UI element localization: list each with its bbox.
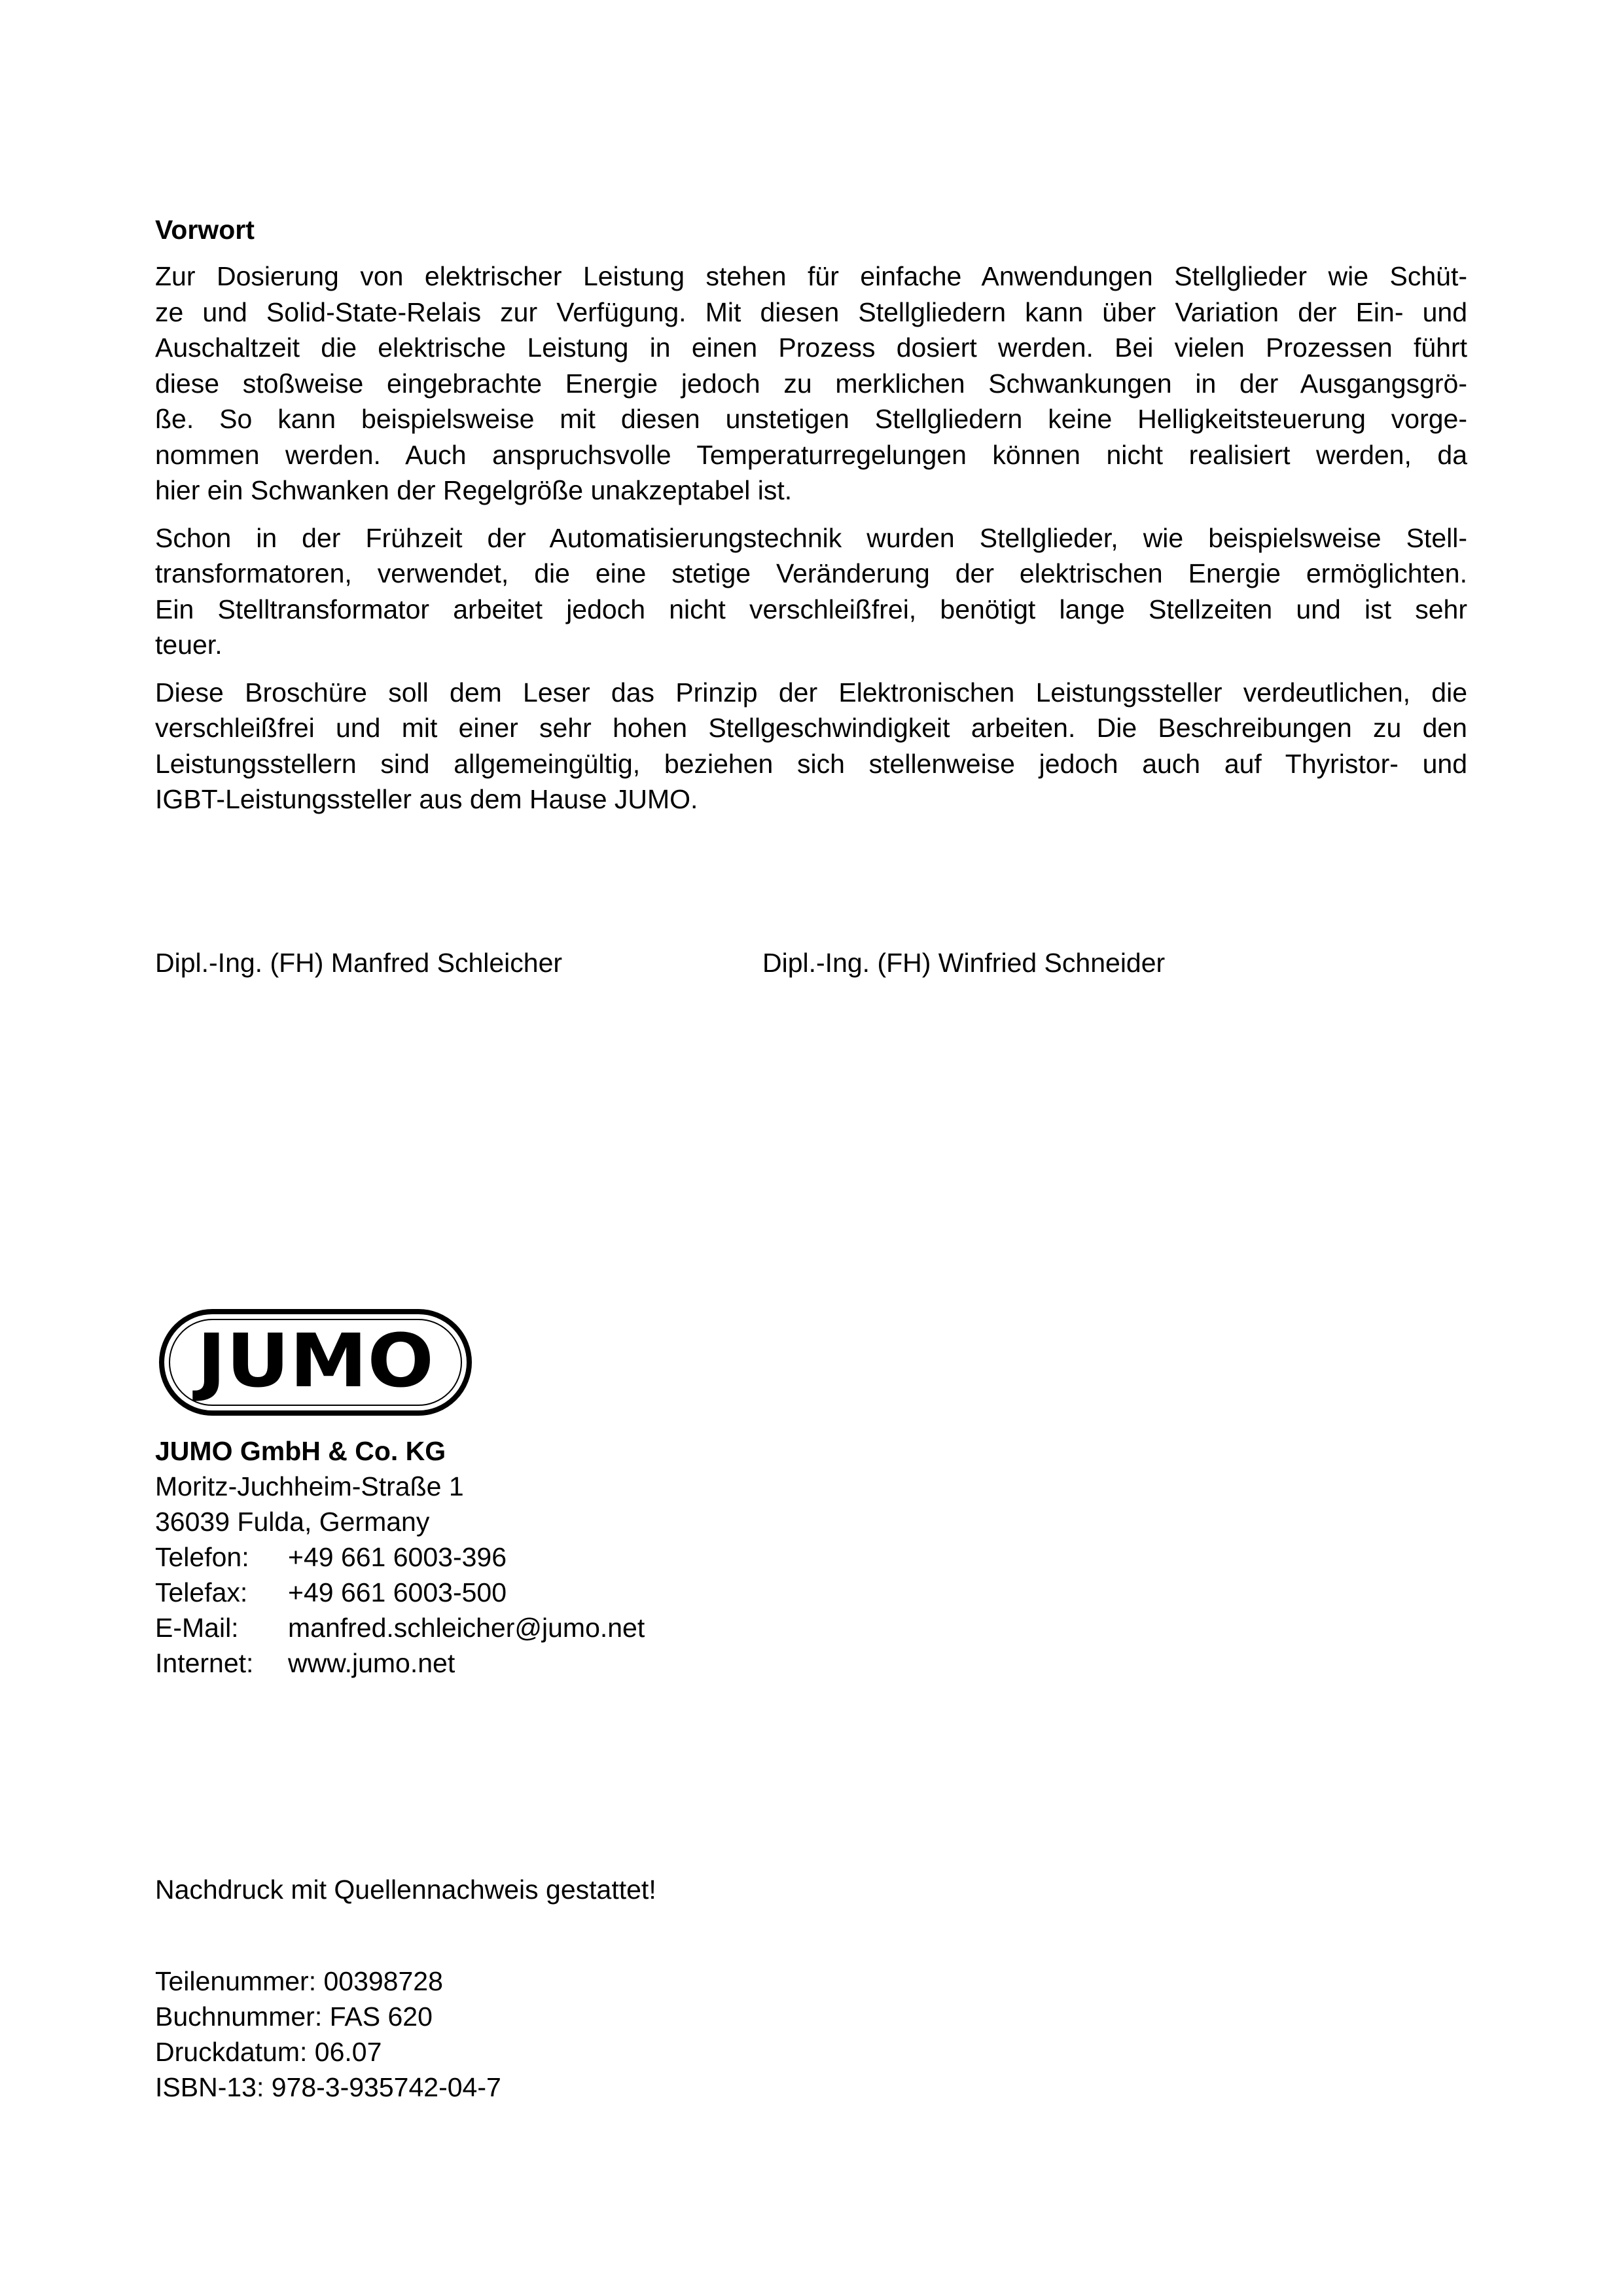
fax-value: +49 661 6003-500 (288, 1577, 507, 1607)
street: Moritz-Juchheim-Straße 1 (155, 1471, 464, 1501)
phone-label: Telefon: (155, 1542, 249, 1572)
paragraph-line: transformatoren, verwendet, die eine stetige Veränderung der elektrischen Energie ermöglichten. (155, 558, 1467, 588)
author-signature-1: Dipl.-Ing. (FH) Manfred Schleicher (155, 948, 563, 978)
paragraph-line: Auschaltzeit die elektrische Leistung in einen Prozess dosiert werden. Bei vielen Prozessen führt (155, 332, 1467, 363)
paragraph-line: nommen werden. Auch anspruchsvolle Temperaturregelungen können nicht realisiert werden, da (155, 439, 1467, 470)
paragraph-line: Diese Broschüre soll dem Leser das Prinzip der Elektronischen Leistungssteller verdeutlichen, die (155, 677, 1467, 708)
paragraph-line: verschleißfrei und mit einer sehr hohen Stellgeschwindigkeit arbeiten. Die Beschreibungen zu den (155, 713, 1467, 743)
paragraph-line: diese stoßweise eingebrachte Energie jedoch zu merklichen Schwankungen in der Ausgangsgrö- (155, 368, 1467, 399)
reprint-note: Nachdruck mit Quellennachweis gestattet! (155, 1874, 656, 1905)
website-row (155, 1645, 645, 1681)
company-address (155, 1433, 645, 1681)
email-value: manfred.schleicher@jumo.net (288, 1613, 645, 1643)
website-label: Internet: (155, 1648, 254, 1678)
foreword-section (155, 213, 1467, 829)
paragraph-line: Leistungsstellern sind allgemeingültig, beziehen sich stellenweise jedoch auch auf Thyristor- und (155, 748, 1467, 779)
foreword-paragraph-1 (155, 259, 1467, 509)
paragraph-line: ße. So kann beispielsweise mit diesen unstetigen Stellgliedern keine Helligkeitsteuerung vorge- (155, 404, 1467, 434)
book-number: Buchnummer: FAS 620 (155, 2001, 433, 2032)
paragraph-line: Ein Stelltransformator arbeitet jedoch nicht verschleißfrei, benötigt lange Stellzeiten und ist sehr (155, 594, 1467, 624)
publication-info (155, 1964, 501, 2105)
isbn: ISBN-13: 978-3-935742-04-7 (155, 2072, 501, 2102)
paragraph-line: teuer. (155, 630, 223, 660)
paragraph-line: hier ein Schwanken der Regelgröße unakzeptabel ist. (155, 475, 793, 505)
company-name: JUMO GmbH & Co. KG (155, 1436, 446, 1466)
email-label: E-Mail: (155, 1613, 239, 1643)
website-value: www.jumo.net (288, 1648, 455, 1678)
city: 36039 Fulda, Germany (155, 1507, 430, 1537)
paragraph-line: Schon in der Frühzeit der Automatisierungstechnik wurden Stellglieder, wie beispielsweise Stell- (155, 522, 1467, 553)
print-date: Druckdatum: 06.07 (155, 2037, 382, 2067)
foreword-heading: Vorwort (155, 215, 255, 245)
phone-value: +49 661 6003-396 (288, 1542, 507, 1572)
paragraph-line: IGBT-Leistungssteller aus dem Hause JUMO. (155, 784, 698, 814)
phone-row (155, 1539, 645, 1575)
jumo-logo (159, 1309, 472, 1416)
logo-text: JUMO (192, 1319, 434, 1404)
author-signature-2: Dipl.-Ing. (FH) Winfried Schneider (762, 948, 1166, 978)
email-row (155, 1610, 645, 1645)
foreword-paragraph-2 (155, 520, 1467, 663)
paragraph-line: Zur Dosierung von elektrischer Leistung stehen für einfache Anwendungen Stellglieder wie Schüt- (155, 261, 1467, 291)
fax-label: Telefax: (155, 1577, 248, 1607)
paragraph-line: ze und Solid-State-Relais zur Verfügung. Mit diesen Stellgliedern kann über Variation der Ein- und (155, 296, 1467, 327)
foreword-paragraph-3 (155, 675, 1467, 817)
part-number: Teilenummer: 00398728 (155, 1966, 443, 1996)
fax-row (155, 1575, 645, 1610)
